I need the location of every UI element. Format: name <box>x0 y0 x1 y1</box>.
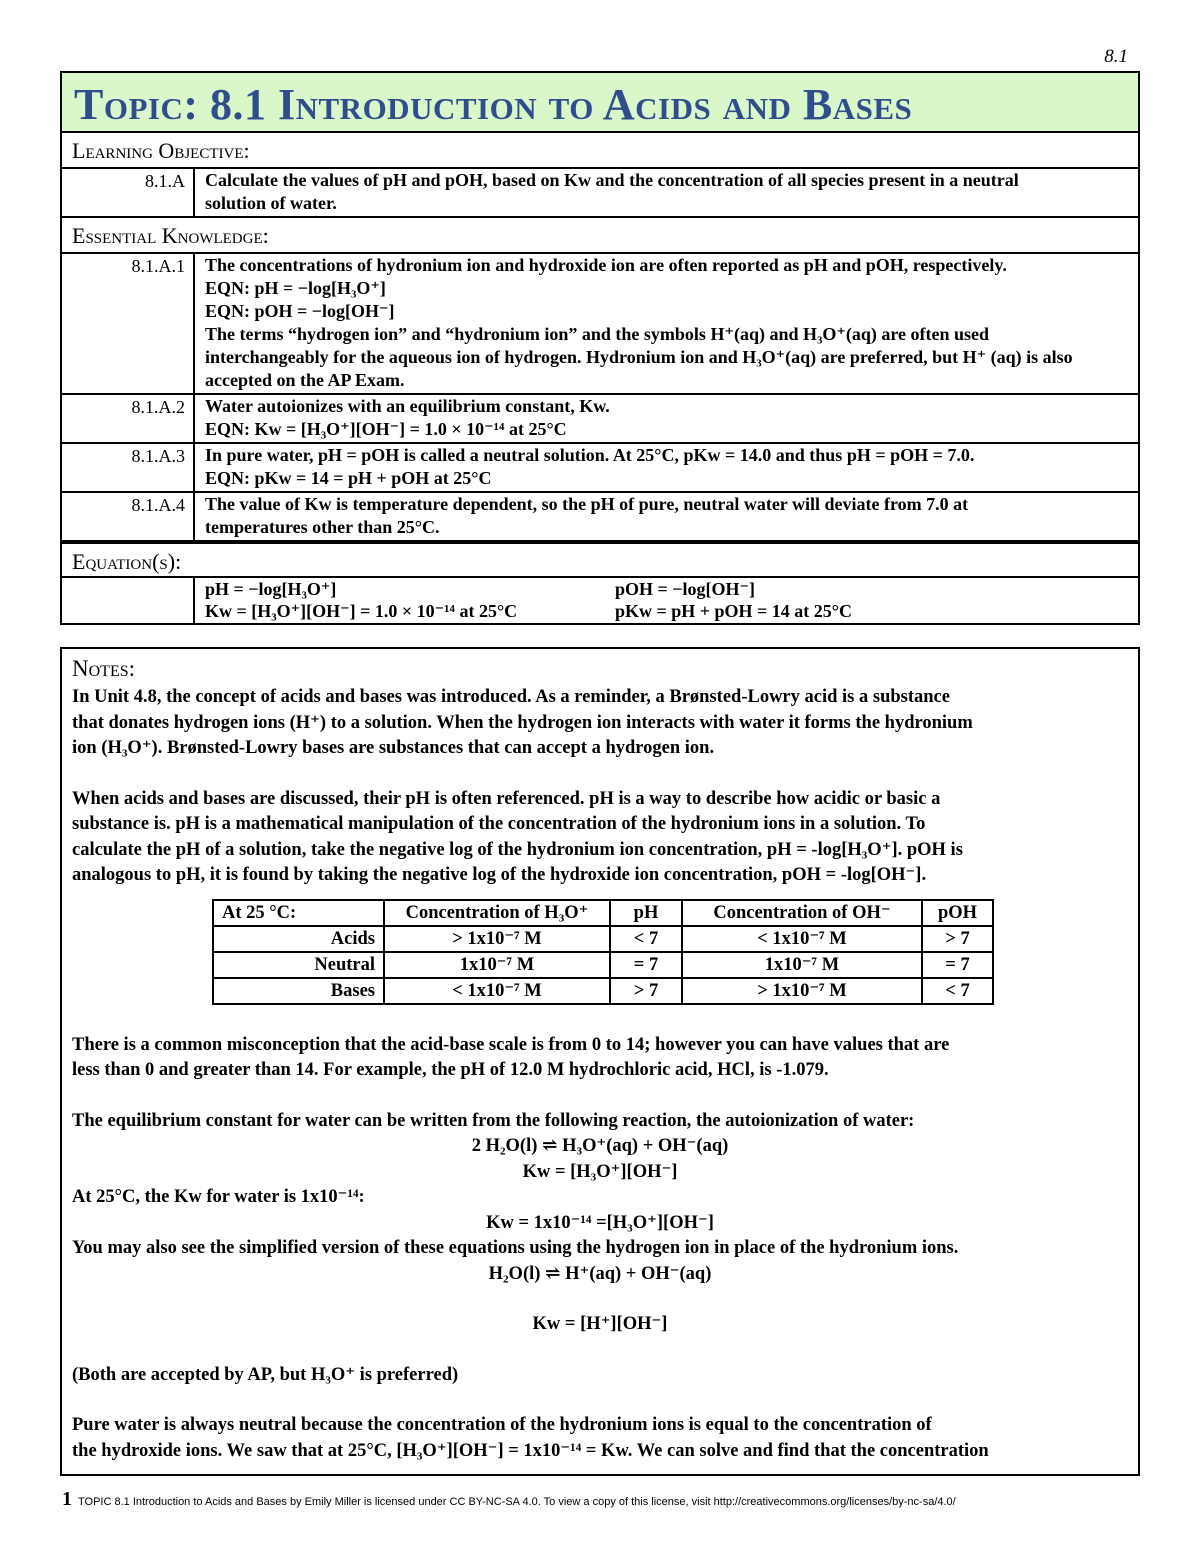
kw-expression: Kw = [H₃O⁺][OH⁻] <box>522 1161 678 1182</box>
table-cell: > 1x10⁻⁷ M <box>682 978 922 1004</box>
ek-row-2 <box>62 395 1138 444</box>
table-cell: Concentration of H₃O⁺ <box>384 900 610 926</box>
ek-code: 8.1.A.1 <box>62 254 195 393</box>
ek-code: 8.1.A.3 <box>62 444 195 491</box>
notes-box <box>60 647 1140 1476</box>
ek-text: The concentrations of hydronium ion and hydroxide ion are often reported as pH and pOH, respectively. EQN: pH = −log[H₃O⁺] EQN: pOH = −log[OH⁻] The terms “hydrogen ion” and “hydronium ion” and the symbols H⁺(aq) and H₃O⁺(aq) are often used interchangeably for the aqueous ion of hydrogen. Hydronium ion and H₃O⁺(aq) are preferred, but H⁺ (aq) is also accepted on the AP Exam. <box>205 255 1073 390</box>
equations-right: pOH = −log[OH⁻] pKw = pH + pOH = 14 at 25°C <box>615 579 852 621</box>
ek-row-4 <box>62 493 1138 542</box>
table-cell: Acids <box>213 926 384 952</box>
table-cell: Concentration of OH⁻ <box>682 900 922 926</box>
table-cell: = 7 <box>922 952 993 978</box>
ek-row-1 <box>62 254 1138 395</box>
table-cell: 1x10⁻⁷ M <box>384 952 610 978</box>
equations-row <box>62 578 1138 623</box>
table-row <box>213 978 993 1004</box>
equations-body <box>195 578 1138 623</box>
table-cell: < 7 <box>610 926 682 952</box>
objective-text: Calculate the values of pH and pOH, based on Kw and the concentration of all species present in a neutral solution of water. <box>205 170 1019 213</box>
ek-code: 8.1.A.4 <box>62 493 195 540</box>
topic-box <box>60 71 1140 625</box>
learning-objective-heading: Learning Objective: <box>62 133 1138 169</box>
ph-table <box>212 899 994 1005</box>
learning-objective-row <box>62 169 1138 218</box>
notes-paragraph-1: In Unit 4.8, the concept of acids and bases was introduced. As a reminder, a Brønsted-Lowry acid is a substance that donates hydrogen ions (H⁺) to a solution. When the hydrogen ion interacts with water it forms the hydronium ion (H₃O⁺). Brønsted-Lowry bases are substances that can accept a hydrogen ion. <box>72 687 973 758</box>
table-cell: Neutral <box>213 952 384 978</box>
ek-row-3 <box>62 444 1138 493</box>
notes-heading: Notes: <box>72 656 135 681</box>
notes-paragraph-4: The equilibrium constant for water can be written from the following reaction, the autoionization of water: 2 H₂O(l) ⇌ H₃O⁺(aq) + OH⁻(aq) Kw = [H₃O⁺][OH⁻] At 25°C, the Kw for water is 1x10⁻¹⁴: Kw = 1x10⁻¹⁴ =[H₃O⁺][OH⁻] You may also see the simplified version of these equations using the hydrogen ion in place of the hydronium ions. H₂O(l) ⇌ H⁺(aq) + OH⁻(aq) <box>72 1109 1128 1288</box>
notes-paragraph-2: When acids and bases are discussed, their pH is often referenced. pH is a way to describe how acidic or basic a substance is. pH is a mathematical manipulation of the concentration of the hydronium ions in a solution. To calculate the pH of a solution, take the negative log of the hydronium ion concentration, pH = -log[H₃O⁺]. pOH is analogous to pH, it is found by taking the negative log of the hydroxide ion concentration, pOH = -log[OH⁻]. <box>72 788 963 885</box>
reaction-equation: 2 H₂O(l) ⇌ H₃O⁺(aq) + OH⁻(aq) <box>471 1136 729 1156</box>
table-header-row <box>213 900 993 926</box>
table-cell: pOH <box>922 900 993 926</box>
table-cell: pH <box>610 900 682 926</box>
ek-text: The value of Kw is temperature dependent, so the pH of pure, neutral water will deviate from 7.0 at temperatures other than 25°C. <box>205 494 969 537</box>
table-cell: At 25 °C: <box>213 900 384 926</box>
footer <box>62 1488 956 1511</box>
table-row <box>213 926 993 952</box>
notes-paragraph-3: There is a common misconception that the acid-base scale is from 0 to 14; however you can have values that are less than 0 and greater than 14. For example, the pH of 12.0 M hydrochloric acid, HCl, is -1.079. <box>72 1034 950 1080</box>
ek-code: 8.1.A.2 <box>62 395 195 442</box>
table-cell: > 7 <box>610 978 682 1004</box>
essential-knowledge-heading: Essential Knowledge: <box>62 218 1138 254</box>
ek-text: Water autoionizes with an equilibrium constant, Kw. EQN: Kw = [H₃O⁺][OH⁻] = 1.0 × 10⁻¹⁴ at 25°C <box>205 396 610 439</box>
reaction-equation: H₂O(l) ⇌ H⁺(aq) + OH⁻(aq) <box>488 1263 712 1284</box>
table-cell: < 7 <box>922 978 993 1004</box>
page-number: 8.1 <box>1104 46 1128 67</box>
kw-expression: Kw = 1x10⁻¹⁴ =[H₃O⁺][OH⁻] <box>486 1212 714 1233</box>
equations-heading: Equation(s): <box>62 542 1138 578</box>
objective-code: 8.1.A <box>62 169 195 216</box>
topic-title: Topic: 8.1 Introduction to Acids and Bases <box>62 73 1138 133</box>
equations-left: pH = −log[H₃O⁺] Kw = [H₃O⁺][OH⁻] = 1.0 × 10⁻¹⁴ at 25°C <box>205 579 518 621</box>
footer-page-number: 1 <box>62 1488 72 1510</box>
notes-paragraph-5: Pure water is always neutral because the concentration of the hydronium ions is equal to the concentration of the hydroxide ions. We saw that at 25°C, [H₃O⁺][OH⁻] = 1x10⁻¹⁴ = Kw. We can solve and find that the concentration <box>72 1415 989 1461</box>
table-cell: > 7 <box>922 926 993 952</box>
table-cell: < 1x10⁻⁷ M <box>682 926 922 952</box>
table-row <box>213 952 993 978</box>
table-cell: Bases <box>213 978 384 1004</box>
table-cell: 1x10⁻⁷ M <box>682 952 922 978</box>
table-cell: > 1x10⁻⁷ M <box>384 926 610 952</box>
table-cell: = 7 <box>610 952 682 978</box>
ek-text: In pure water, pH = pOH is called a neutral solution. At 25°C, pKw = 14.0 and thus pH = pOH = 7.0. EQN: pKw = 14 = pH + pOH at 25°C <box>205 445 975 488</box>
kw-expression: Kw = [H⁺][OH⁻] <box>532 1314 668 1334</box>
notes-both-accepted: (Both are accepted by AP, but H₃O⁺ is preferred) <box>72 1364 459 1385</box>
table-cell: < 1x10⁻⁷ M <box>384 978 610 1004</box>
equations-code-empty <box>62 578 195 623</box>
footer-license-text: TOPIC 8.1 Introduction to Acids and Bases by Emily Miller is licensed under CC BY-NC-SA 4.0. To view a copy of this license, visit http://creativecommons.org/licenses/by-nc-sa/4.0/ <box>78 1496 956 1508</box>
